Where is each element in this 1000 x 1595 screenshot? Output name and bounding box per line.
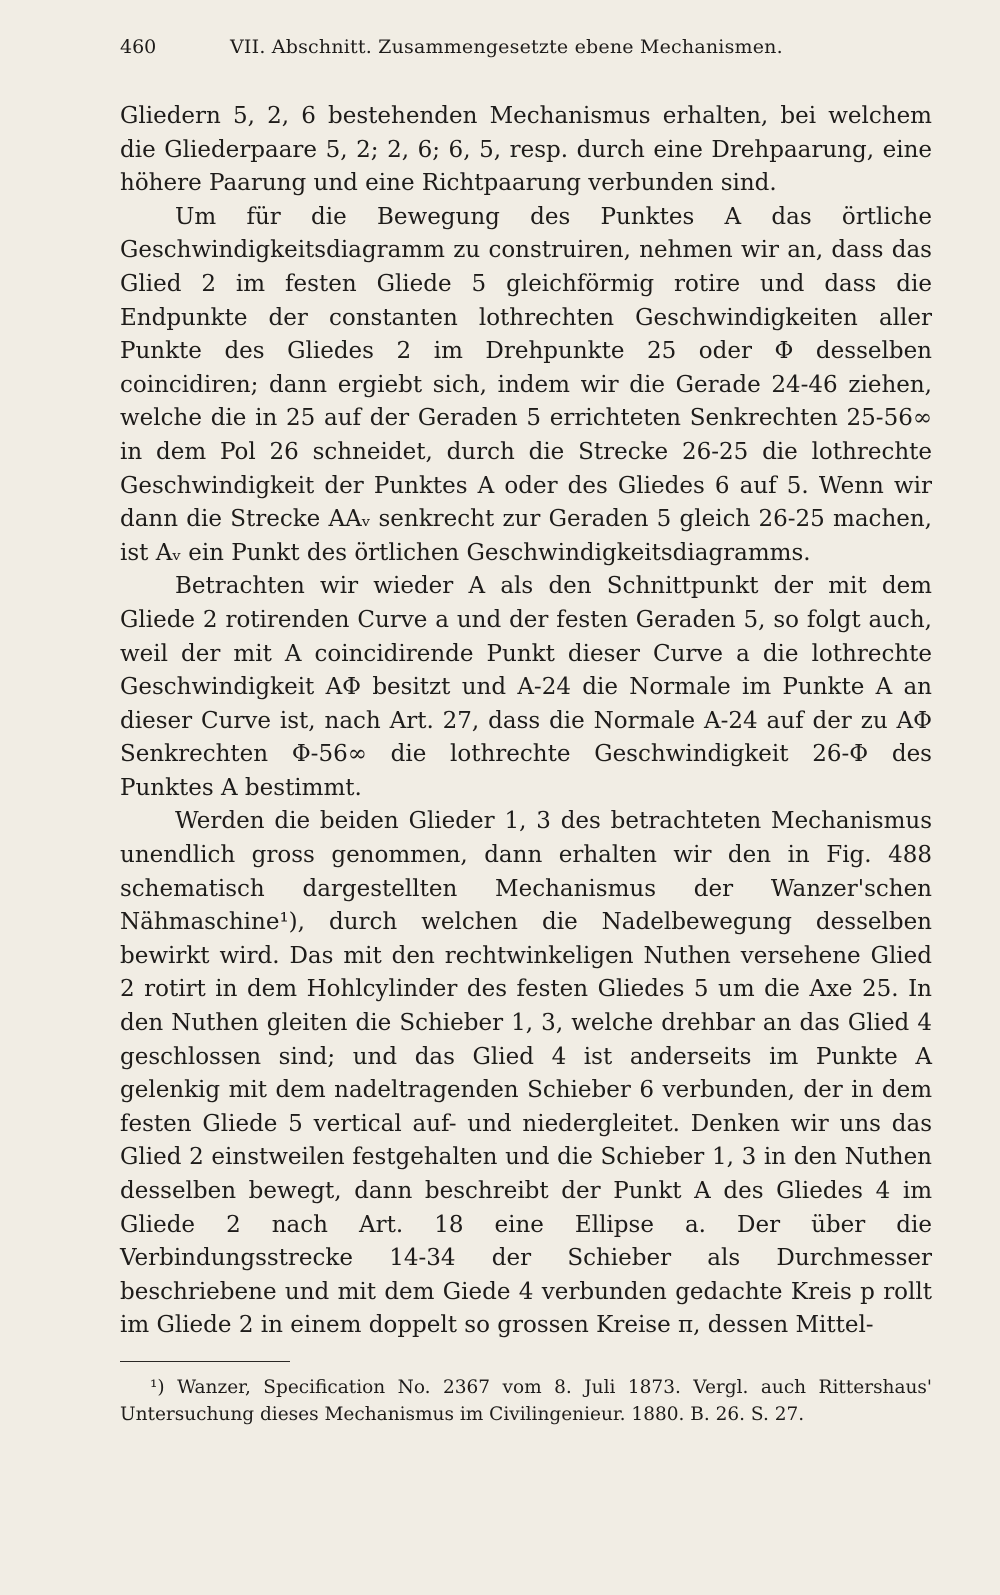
running-header bbox=[120, 36, 932, 70]
running-title: VII. Abschnitt. Zusammengesetzte ebene Mechanismen. bbox=[230, 36, 783, 58]
paragraph-2: Um für die Bewegung des Punktes A das örtliche Geschwindigkeitsdiagramm zu construiren, nehmen wir an, dass das Glied 2 im festen Gliede 5 gleichförmig rotire und dass die Endpunkte der constanten lothrechten Geschwindigkeiten aller Punkte des Gliedes 2 im Drehpunkte 25 oder Φ desselben coincidiren; dann ergiebt sich, indem wir die Gerade 24-46 ziehen, welche die in 25 auf der Geraden 5 errichteten Senkrechten 25-56∞ in dem Pol 26 schneidet, durch die Strecke 26-25 die lothrechte Geschwindigkeit der Punktes A oder des Gliedes 6 auf 5. Wenn wir dann die Strecke AAᵥ senkrecht zur Geraden 5 gleich 26-25 machen, ist Aᵥ ein Punkt des örtlichen Geschwindigkeitsdiagramms. bbox=[120, 203, 932, 566]
page-number: 460 bbox=[120, 36, 157, 58]
footnote-divider bbox=[120, 1361, 290, 1362]
paragraph-4: Werden die beiden Glieder 1, 3 des betrachteten Mechanismus unendlich gross genommen, dann erhalten wir den in Fig. 488 schematisch dargestellten Mechanismus der Wanzer'schen Nähmaschine¹), durch welchen die Nadelbewegung desselben bewirkt wird. Das mit den rechtwinkeligen Nuthen versehene Glied 2 rotirt in dem Hohlcylinder des festen Gliedes 5 um die Axe 25. In den Nuthen gleiten die Schieber 1, 3, welche drehbar an das Glied 4 geschlossen sind; und das Glied 4 ist anderseits im Punkte A gelenkig mit dem nadeltragenden Schieber 6 verbunden, der in dem festen Gliede 5 vertical auf- und niedergleitet. Denken wir uns das Glied 2 einstweilen festgehalten und die Schieber 1, 3 in den Nuthen desselben bewegt, dann beschreibt der Punkt A des Gliedes 4 im Gliede 2 nach Art. 18 eine Ellipse a. Der über die Verbindungsstrecke 14-34 der Schieber als Durchmesser beschriebene und mit dem Giede 4 verbunden gedachte Kreis p rollt im Gliede 2 in einem doppelt so grossen Kreise π, dessen Mittel- bbox=[120, 808, 932, 1339]
body-text bbox=[120, 100, 932, 1343]
book-page bbox=[120, 36, 932, 1428]
paragraph-1: Gliedern 5, 2, 6 bestehenden Mechanismus erhalten, bei welchem die Gliederpaare 5, 2; 2, 6; 6, 5, resp. durch eine Drehpaarung, eine höhere Paarung und eine Richtpaarung verbunden sind. bbox=[120, 103, 932, 197]
paragraph-3: Betrachten wir wieder A als den Schnittpunkt der mit dem Gliede 2 rotirenden Curve a und der festen Geraden 5, so folgt auch, weil der mit A coincidirende Punkt dieser Curve a die lothrechte Geschwindigkeit AΦ besitzt und A-24 die Normale im Punkte A an dieser Curve ist, nach Art. 27, dass die Normale A-24 auf der zu AΦ Senkrechten Φ-56∞ die lothrechte Geschwindigkeit 26-Φ des Punktes A bestimmt. bbox=[120, 573, 932, 801]
footnote: ¹) Wanzer, Specification No. 2367 vom 8. Juli 1873. Vergl. auch Rittershaus' Untersuchung dieses Mechanismus im Civilingenieur. 1880. B. 26. S. 27. bbox=[120, 1376, 932, 1425]
